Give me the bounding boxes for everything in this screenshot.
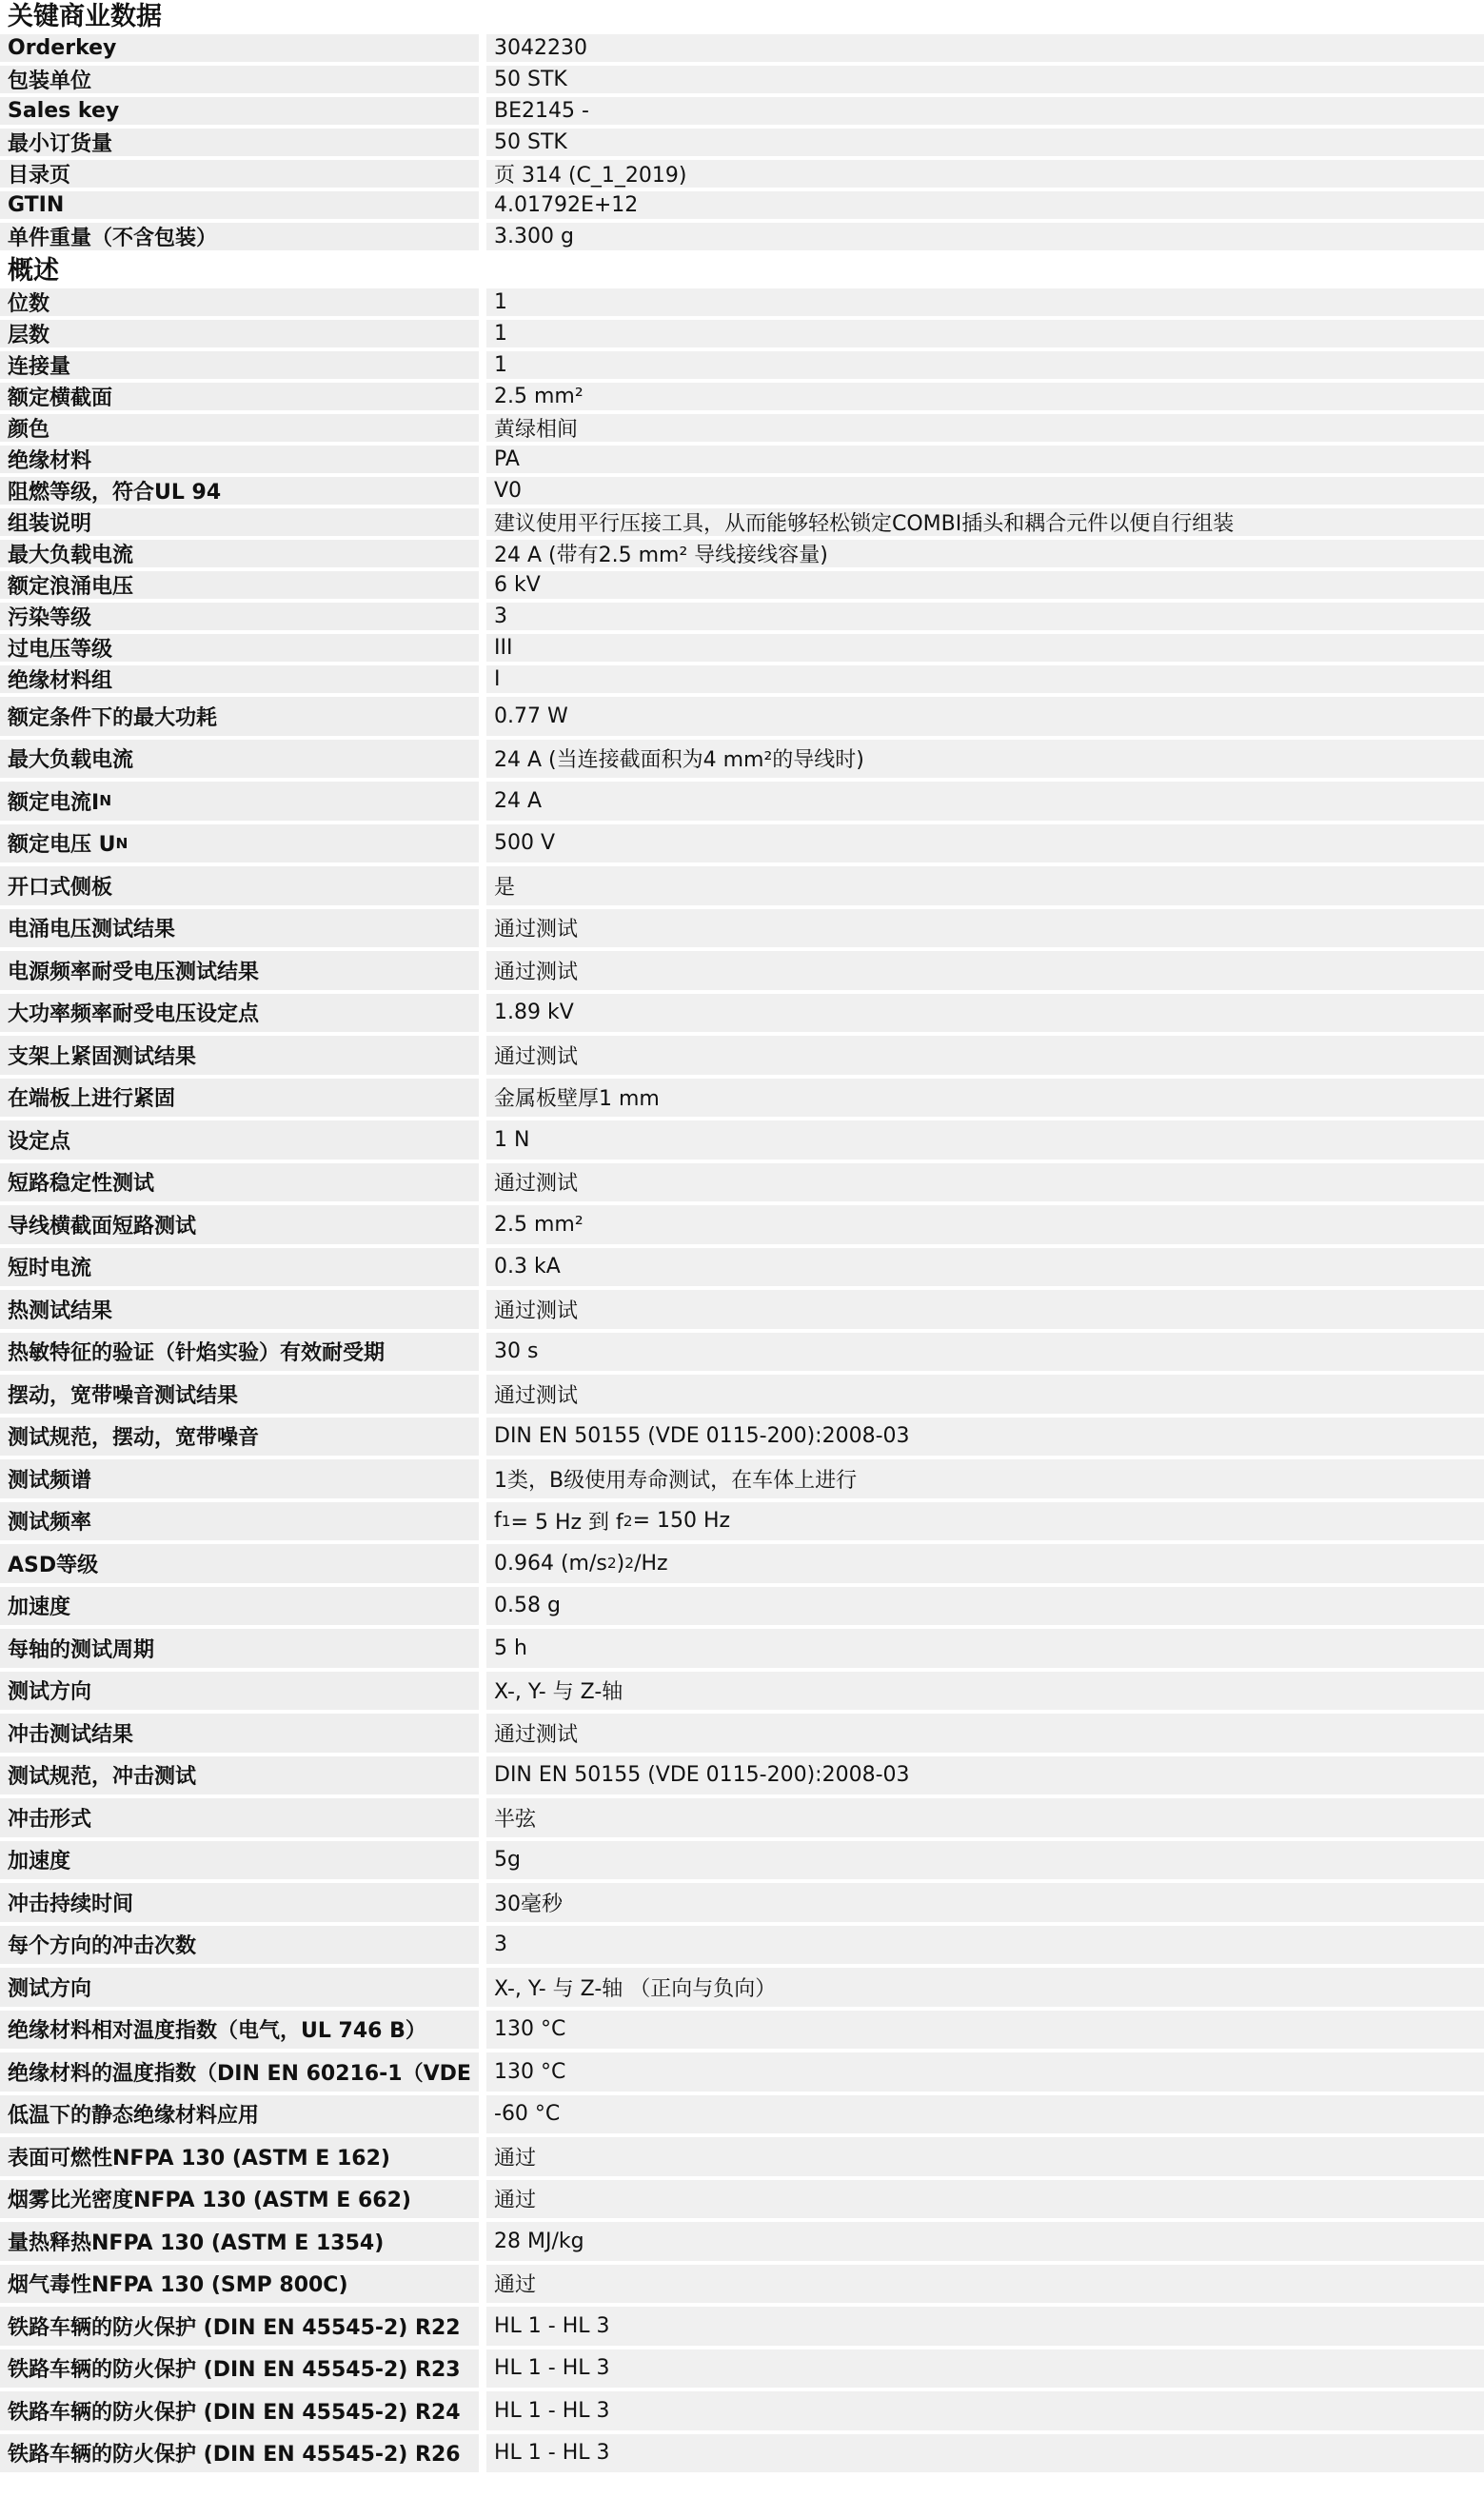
row-label: 在端板上进行紧固 [0,1079,479,1121]
row-value: V0 [486,477,1484,508]
row-value: 通过测试 [486,1163,1484,1206]
row-label: 连接量 [0,351,479,383]
row-value: 页 314 (C_1_2019) [486,160,1484,191]
table-row [0,1418,1484,1460]
table-row [0,909,1484,952]
table-row [0,866,1484,909]
key-data-table [0,34,1484,254]
row-value: 1 [486,288,1484,320]
row-label: 测试频谱 [0,1459,479,1502]
row-label: 最大负载电流 [0,740,479,783]
table-row [0,2011,1484,2053]
row-label: 额定浪涌电压 [0,571,479,603]
table-row [0,1756,1484,1799]
row-value: 通过测试 [486,909,1484,952]
row-value: 1.89 kV [486,994,1484,1037]
row-value: 3042230 [486,34,1484,66]
table-row [0,571,1484,603]
table-row [0,603,1484,634]
table-row [0,1629,1484,1672]
table-row [0,2137,1484,2180]
row-label: 绝缘材料的温度指数（DIN EN 60216-1（VDE [0,2052,479,2095]
table-row [0,1079,1484,1121]
row-value: 0.77 W [486,697,1484,740]
overview-table [0,288,1484,697]
row-value: HL 1 - HL 3 [486,2391,1484,2434]
table-row [0,1502,1484,1545]
row-label: 绝缘材料 [0,446,479,477]
row-label: 热测试结果 [0,1290,479,1333]
row-value: f 1 = 5 Hz 到 f 2 = 150 Hz [486,1502,1484,1545]
table-row [0,1459,1484,1502]
row-value: 1 N [486,1120,1484,1163]
row-label: 短时电流 [0,1248,479,1291]
row-value: PA [486,446,1484,477]
row-value: 24 A (带有2.5 mm² 导线接线容量) [486,540,1484,571]
row-label: 设定点 [0,1120,479,1163]
row-label: 每个方向的冲击次数 [0,1926,479,1969]
row-value: 500 V [486,824,1484,867]
row-value: 0.964 (m/s 2 ) 2 /Hz [486,1544,1484,1587]
row-value: 3.300 g [486,223,1484,254]
row-value: I [486,665,1484,697]
table-row [0,1672,1484,1715]
row-value: 通过测试 [486,1714,1484,1756]
row-value: 24 A [486,782,1484,824]
table-row [0,66,1484,97]
row-label: 冲击持续时间 [0,1883,479,1926]
row-label: 热敏特征的验证（针焰实验）有效耐受期 [0,1333,479,1376]
row-label: GTIN [0,191,479,223]
row-value: 30毫秒 [486,1883,1484,1926]
table-row [0,697,1484,740]
table-row [0,97,1484,129]
row-value: 4.01792E+12 [486,191,1484,223]
row-value: 6 kV [486,571,1484,603]
row-value: DIN EN 50155 (VDE 0115-200):2008-03 [486,1418,1484,1460]
table-row [0,824,1484,867]
table-row [0,740,1484,783]
row-value: 50 STK [486,129,1484,160]
table-row [0,320,1484,351]
row-label: 目录页 [0,160,479,191]
section-title-overview: 概述 [8,256,59,286]
row-value: 24 A (当连接截面积为4 mm²的导线时) [486,740,1484,783]
row-value: 通过测试 [486,951,1484,994]
row-label: 铁路车辆的防火保护 (DIN EN 45545-2) R22 [0,2307,479,2349]
row-value: 通过测试 [486,1036,1484,1079]
row-value: 1 [486,320,1484,351]
row-label: 最小订货量 [0,129,479,160]
row-value: 0.3 kA [486,1248,1484,1291]
row-value: X-, Y- 与 Z-轴 [486,1672,1484,1715]
row-label: 测试规范，冲击测试 [0,1756,479,1799]
table-row [0,1205,1484,1248]
row-value: 通过测试 [486,1375,1484,1418]
table-row [0,477,1484,508]
row-label: 组装说明 [0,508,479,540]
table-row [0,1036,1484,1079]
row-label: 绝缘材料相对温度指数（电气，UL 746 B） [0,2011,479,2053]
row-value: DIN EN 50155 (VDE 0115-200):2008-03 [486,1756,1484,1799]
table-row [0,2222,1484,2265]
table-row [0,1883,1484,1926]
table-row [0,1163,1484,1206]
table-row [0,782,1484,824]
table-row [0,2307,1484,2349]
row-label: 冲击形式 [0,1798,479,1841]
table-row [0,1714,1484,1756]
row-label: 烟雾比光密度NFPA 130 (ASTM E 662) [0,2180,479,2223]
row-value: 黄绿相间 [486,414,1484,446]
row-value: -60 °C [486,2095,1484,2138]
table-row [0,414,1484,446]
row-label: 颜色 [0,414,479,446]
row-value: 2.5 mm² [486,383,1484,414]
row-label: ASD等级 [0,1544,479,1587]
row-value: 建议使用平行压接工具，从而能够轻松锁定COMBI插头和耦合元件以便自行组装 [486,508,1484,540]
table-row [0,351,1484,383]
row-value: BE2145 - [486,97,1484,129]
row-label: 低温下的静态绝缘材料应用 [0,2095,479,2138]
row-value: 1 [486,351,1484,383]
row-label: 过电压等级 [0,634,479,665]
row-value: 通过测试 [486,1290,1484,1333]
row-label: Orderkey [0,34,479,66]
row-value: 3 [486,603,1484,634]
row-value: 通过 [486,2137,1484,2180]
table-row [0,288,1484,320]
row-value: HL 1 - HL 3 [486,2434,1484,2477]
row-label: 电涌电压测试结果 [0,909,479,952]
table-row [0,2095,1484,2138]
table-row [0,1798,1484,1841]
row-value: 30 s [486,1333,1484,1376]
row-value: 130 °C [486,2052,1484,2095]
row-label: 测试方向 [0,1968,479,2011]
row-value: 金属板壁厚1 mm [486,1079,1484,1121]
row-value: X-, Y- 与 Z-轴 （正向与负向） [486,1968,1484,2011]
row-label: 额定电流I N [0,782,479,824]
row-label: 铁路车辆的防火保护 (DIN EN 45545-2) R23 [0,2349,479,2392]
row-value: 50 STK [486,66,1484,97]
row-label: 烟气毒性NFPA 130 (SMP 800C) [0,2265,479,2308]
row-label: 位数 [0,288,479,320]
table-row [0,383,1484,414]
overview-detail-table [0,697,1484,2476]
row-value: 5 h [486,1629,1484,1672]
table-row [0,2180,1484,2223]
row-value: 28 MJ/kg [486,2222,1484,2265]
row-label: 测试频率 [0,1502,479,1545]
row-value: HL 1 - HL 3 [486,2349,1484,2392]
table-row [0,1333,1484,1376]
table-row [0,1248,1484,1291]
row-label: 铁路车辆的防火保护 (DIN EN 45545-2) R24 [0,2391,479,2434]
table-row [0,2434,1484,2477]
row-value: 2.5 mm² [486,1205,1484,1248]
row-label: 量热释热NFPA 130 (ASTM E 1354) [0,2222,479,2265]
row-value: HL 1 - HL 3 [486,2307,1484,2349]
row-label: 层数 [0,320,479,351]
row-label: Sales key [0,97,479,129]
row-label: 表面可燃性NFPA 130 (ASTM E 162) [0,2137,479,2180]
row-value: 0.58 g [486,1587,1484,1630]
row-label: 额定电压 U N [0,824,479,867]
table-row [0,665,1484,697]
table-row [0,223,1484,254]
section-title-key-data: 关键商业数据 [8,2,162,31]
table-row [0,1544,1484,1587]
table-row [0,1587,1484,1630]
row-label: 污染等级 [0,603,479,634]
table-row [0,129,1484,160]
table-row [0,508,1484,540]
table-row [0,446,1484,477]
row-value: 通过 [486,2265,1484,2308]
row-label: 大功率频率耐受电压设定点 [0,994,479,1037]
row-label: 绝缘材料组 [0,665,479,697]
table-row [0,1926,1484,1969]
table-row [0,191,1484,223]
row-label: 导线横截面短路测试 [0,1205,479,1248]
row-label: 单件重量（不含包装） [0,223,479,254]
row-label: 铁路车辆的防火保护 (DIN EN 45545-2) R26 [0,2434,479,2477]
row-label: 短路稳定性测试 [0,1163,479,1206]
table-row [0,634,1484,665]
table-row [0,1375,1484,1418]
row-label: 开口式侧板 [0,866,479,909]
table-row [0,160,1484,191]
row-label: 支架上紧固测试结果 [0,1036,479,1079]
row-value: 1类，B级使用寿命测试，在车体上进行 [486,1459,1484,1502]
row-label: 阻燃等级，符合UL 94 [0,477,479,508]
row-value: 是 [486,866,1484,909]
row-label: 加速度 [0,1841,479,1884]
row-label: 电源频率耐受电压测试结果 [0,951,479,994]
row-value: 5g [486,1841,1484,1884]
row-value: III [486,634,1484,665]
row-value: 3 [486,1926,1484,1969]
row-label: 冲击测试结果 [0,1714,479,1756]
row-label: 最大负载电流 [0,540,479,571]
table-row [0,2391,1484,2434]
table-row [0,2265,1484,2308]
table-row [0,2349,1484,2392]
row-label: 测试方向 [0,1672,479,1715]
row-label: 额定横截面 [0,383,479,414]
row-label: 额定条件下的最大功耗 [0,697,479,740]
table-row [0,994,1484,1037]
table-row [0,951,1484,994]
table-row [0,34,1484,66]
row-label: 测试规范，摆动，宽带噪音 [0,1418,479,1460]
table-row [0,1968,1484,2011]
row-value: 130 °C [486,2011,1484,2053]
table-row [0,2052,1484,2095]
row-label: 每轴的测试周期 [0,1629,479,1672]
row-label: 摆动，宽带噪音测试结果 [0,1375,479,1418]
row-value: 通过 [486,2180,1484,2223]
table-row [0,1841,1484,1884]
row-value: 半弦 [486,1798,1484,1841]
row-label: 加速度 [0,1587,479,1630]
table-row [0,1120,1484,1163]
row-label: 包装单位 [0,66,479,97]
table-row [0,540,1484,571]
table-row [0,1290,1484,1333]
